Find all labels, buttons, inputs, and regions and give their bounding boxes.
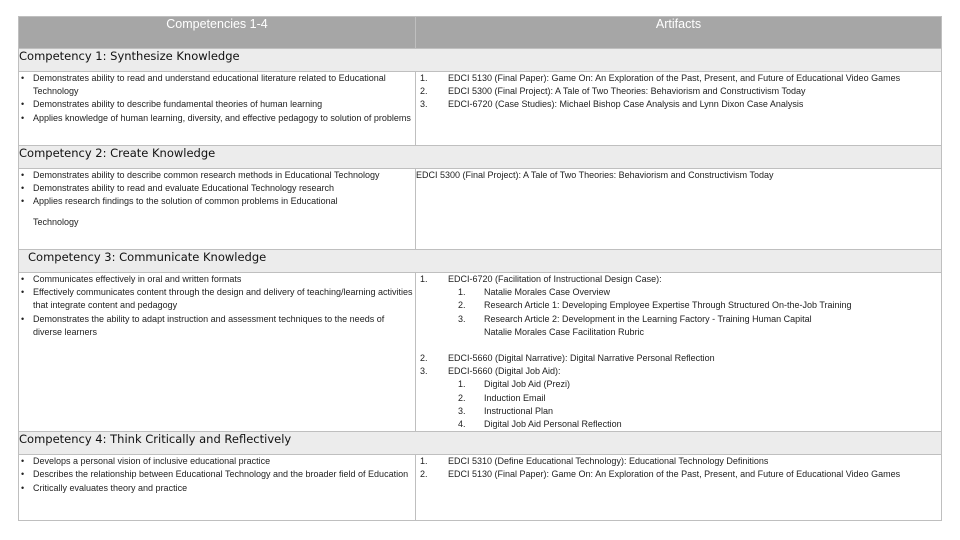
list-item: 1. EDCI 5310 (Define Educational Technology): Educational Technology Definitions <box>420 456 769 467</box>
header-row <box>19 17 942 49</box>
list-item: 1. EDCI-6720 (Facilitation of Instructional Design Case): 1. Natalie Morales Case Overview 2. Research Article 1: Developing Employee Expertise Through Structured On-the-Job Training 3. Research Article 2: Development in the Learning Factory - Training Human Capital Natalie Morales Case Facilitation Rubric <box>416 273 941 352</box>
competency-2-title-row <box>19 146 942 169</box>
competency-3-title-row <box>19 250 942 273</box>
list-item: 1. EDCI 5130 (Final Paper): Game On: An Exploration of the Past, Present, and Future of Educational Video Games <box>420 73 901 83</box>
artifact-text: EDCI 5130 (Final Paper): Game On: An Exploration of the Past, Present, and Future of Educational Video Games <box>448 469 901 480</box>
header-competencies: Competencies 1-4 <box>19 17 416 49</box>
list-item: • Describes the relationship between Educational Technology and the broader field of Education <box>19 468 415 481</box>
sub-list-item: 4. Digital Job Aid Personal Reflection <box>458 419 622 430</box>
competency-2-row <box>19 169 942 250</box>
competency-4-row <box>19 455 942 521</box>
list-item: • Develops a personal vision of inclusive educational practice <box>19 455 415 468</box>
artifact-text: EDCI 5300 (Final Project): A Tale of Two Theories: Behaviorism and Constructivism Today <box>448 86 806 97</box>
list-item: • Applies knowledge of human learning, diversity, and effective pedagogy to solution of problems <box>19 112 415 125</box>
artifact-text: EDCI-5660 (Digital Job Aid): <box>448 366 561 377</box>
list-item: 3. EDCI-6720 (Case Studies): Michael Bishop Case Analysis and Lynn Dixon Case Analysis <box>420 99 804 110</box>
sub-list-item: 3. Research Article 2: Development in the Learning Factory - Training Human Capital <box>458 313 812 324</box>
sub-list-item: 2. Induction Email <box>458 392 546 403</box>
sub-list-item: 2. Research Article 1: Developing Employee Expertise Through Structured On-the-Job Training <box>458 300 852 311</box>
outcome-continuation: Technology <box>33 216 79 227</box>
competency-3-row <box>19 273 942 432</box>
list-item: • Demonstrates the ability to adapt instruction and assessment techniques to the needs of diverse learners <box>19 313 415 339</box>
list-item: 2. EDCI-5660 (Digital Narrative): Digital Narrative Personal Reflection <box>420 353 715 364</box>
list-item: • Critically evaluates theory and practice <box>19 482 415 495</box>
sub-list-item: 1. Digital Job Aid (Prezi) <box>458 379 571 390</box>
competency-3-outcomes <box>19 273 416 432</box>
list-item: 2. EDCI 5300 (Final Project): A Tale of Two Theories: Behaviorism and Constructivism Today <box>420 86 806 97</box>
competencies-table <box>18 16 942 521</box>
competency-1-title-row <box>19 49 942 72</box>
artifact-text: EDCI-6720 (Case Studies): Michael Bishop Case Analysis and Lynn Dixon Case Analysis <box>448 99 804 110</box>
competency-2-outcomes <box>19 169 416 250</box>
competency-1-row <box>19 72 942 146</box>
list-item: • Effectively communicates content through the design and delivery of teaching/learning activities that integrate content and pedagogy <box>19 286 415 312</box>
header-artifacts: Artifacts <box>416 17 942 49</box>
list-item: 2. EDCI 5130 (Final Paper): Game On: An Exploration of the Past, Present, and Future of Educational Video Games <box>420 469 901 480</box>
artifact-text: EDCI 5130 (Final Paper): Game On: An Exploration of the Past, Present, and Future of Educational Video Games <box>448 73 901 83</box>
artifact-text: EDCI 5300 (Final Project): A Tale of Two Theories: Behaviorism and Constructivism Today <box>416 170 774 180</box>
competency-2-title: Competency 2: Create Knowledge <box>19 146 942 169</box>
competency-4-title-row <box>19 432 942 455</box>
competency-3-artifacts <box>416 273 942 432</box>
competency-4-outcomes <box>19 455 416 521</box>
list-item: • Applies research findings to the solution of common problems in Educational <box>19 195 415 208</box>
competency-4-artifacts <box>416 455 942 521</box>
competency-1-outcomes <box>19 72 416 146</box>
artifact-text: EDCI 5310 (Define Educational Technology): Educational Technology Definitions <box>448 456 769 467</box>
artifact-text: EDCI-5660 (Digital Narrative): Digital Narrative Personal Reflection <box>448 353 715 364</box>
competency-4-title: Competency 4: Think Critically and Reflectively <box>19 432 942 455</box>
competency-1-title: Competency 1: Synthesize Knowledge <box>19 49 942 72</box>
competency-3-title: Competency 3: Communicate Knowledge <box>19 250 942 273</box>
list-item: • Demonstrates ability to describe fundamental theories of human learning <box>19 98 415 111</box>
list-item: • Demonstrates ability to read and understand educational literature related to Educational Technology <box>19 72 415 98</box>
list-item: • Communicates effectively in oral and written formats <box>19 273 415 286</box>
sub-list-extra: Natalie Morales Case Facilitation Rubric <box>484 326 645 337</box>
artifact-text: EDCI-6720 (Facilitation of Instructional Design Case): <box>448 274 662 284</box>
competency-1-artifacts <box>416 72 942 146</box>
competency-2-artifacts <box>416 169 942 250</box>
sub-list-item: 3. Instructional Plan <box>458 405 554 416</box>
sub-list-item: 1. Natalie Morales Case Overview <box>458 287 611 298</box>
list-item: • Demonstrates ability to read and evaluate Educational Technology research <box>19 182 415 195</box>
list-item: • Demonstrates ability to describe common research methods in Educational Technology <box>19 169 415 182</box>
list-item: 3. EDCI-5660 (Digital Job Aid): 1. Digital Job Aid (Prezi) 2. Induction Email 3. Instructional Plan 4. Digital Job Aid Personal Reflection <box>416 365 941 431</box>
